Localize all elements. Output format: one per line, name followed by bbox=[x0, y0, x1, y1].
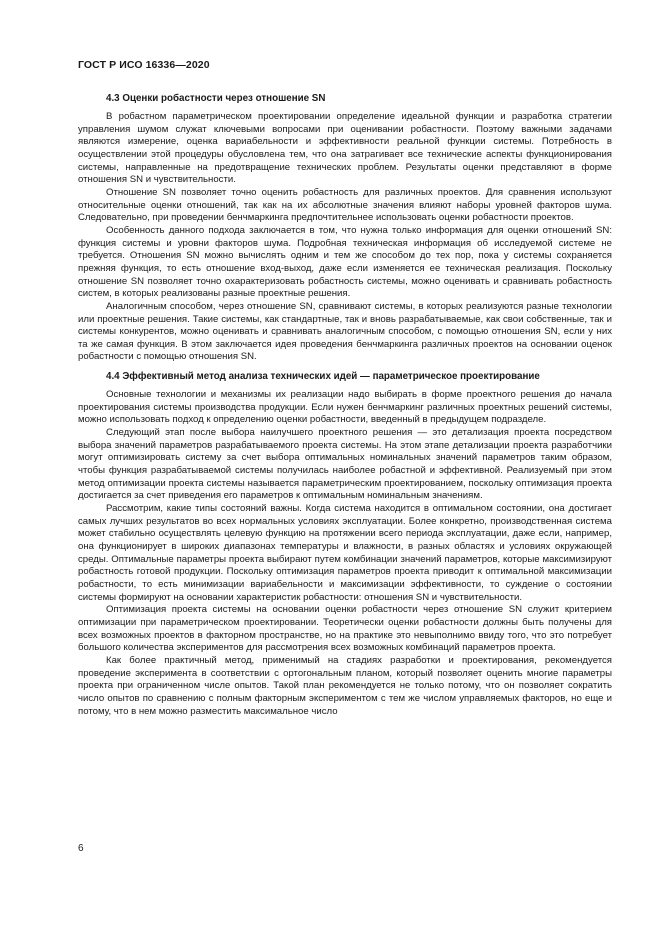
paragraph: Особенность данного подхода заключается в том, что нужна только информация для оценки отношений SN: функция системы и уровни факторов шума. Подробная техническая информация об исследуемой системе не требуется. Отношения SN можно вычислять одним и тем же способом до тех пор, пока у системы сохраняется прежняя функция, то есть отношение вход-выход, даже если изменяется ее техническая реализация. Поскольку отношение SN позволяет точно охарактеризовать робастность системы, можно оценивать и сравнивать робастность систем, в которых реализованы разные проектные решения. bbox=[78, 224, 612, 300]
standard-header: ГОСТ Р ИСО 16336—2020 bbox=[78, 59, 210, 71]
paragraph: Аналогичным способом, через отношение SN, сравнивают системы, в которых реализуются разные технологии или проектные решения. Такие системы, как стандартные, так и вновь разрабатываемые, как свои собственные, так и системы конкурентов, можно оценивать и сравнивать аналогичным способом, с помощью отношения SN, если у них та же самая функция. В этом заключается идея проведения бенчмаркинга различных проектов на основании оценок робастности с помощью отношения SN. bbox=[78, 300, 612, 363]
paragraph: Как более практичный метод, применимый на стадиях разработки и проектирования, рекомендуется проведение эксперимента в соответствии с ортогональным планом, который позволяет оценить многие параметры проекта при ограниченном числе опытов. Такой план рекомендуется не только потому, что он позволяет сократить число опытов по сравнению с полным факторным экспериментом с тем же числом управляемых факторов, но еще и потому, что в нем можно разместить максимальное число bbox=[78, 654, 612, 717]
section-4-3-title: 4.3 Оценки робастности через отношение SN bbox=[106, 93, 326, 104]
page-content bbox=[78, 92, 612, 718]
paragraph: Оптимизация проекта системы на основании оценки робастности через отношение SN служит критерием оптимизации при параметрическом проектировании. Теоретически оценки робастности должны быть получены для всех возможных проектов в факторном пространстве, но на практике это невыполнимо ввиду того, что это потребует большого количества экспериментов для рассмотрения всех возможных комбинаций параметров проекта. bbox=[78, 604, 612, 654]
section-4-4-title: 4.4 Эффективный метод анализа технических идей — параметрическое проектирование bbox=[106, 371, 540, 383]
paragraph: Отношение SN позволяет точно оценить робастность для различных проектов. Для сравнения используют относительные оценки отношений, так как на их абсолютные значения влияют наборы уровней факторов шума. Следовательно, при проведении бенчмаркинга предпочтительнее использовать оценки робастности проектов. bbox=[78, 186, 612, 224]
paragraph: Следующий этап после выбора наилучшего проектного решения — это детализация проекта посредством выбора значений параметров разрабатываемого проекта системы. На этом этапе детализации проекта разработчики могут оптимизировать систему за счет выбора оптимальных номинальных значений параметров таким образом, чтобы функция разрабатываемой системы получилась наиболее робастной и эффективной. Реализуемый при этом метод оптимизации проекта системы называется параметрическим проектированием, поскольку оптимизация проекта достигается за счет приведения его параметров к оптимальным номинальным значениям. bbox=[78, 427, 612, 502]
paragraph: Рассмотрим, какие типы состояний важны. Когда система находится в оптимальном состоянии, она достигает самых лучших результатов во всех нормальных условиях эксплуатации. Более конкретно, производственная система может стабильно осуществлять целевую функцию на протяжении всего периода эксплуатации, даже если, например, она функционирует в широких диапазонах температуры и влажности, в разных областях и условиях окружающей среды. Оптимальные параметры проекта выбирают путем комбинации значений параметров, которые максимизируют робастность готовой продукции. Поскольку оптимизация параметров проекта приводит к оптимальной максимизации робастности, то есть минимизации вариабельности и максимизации эффективности, то суждение о состоянии системы формируют на основании характеристик робастности: отношения SN и чувствительности. bbox=[78, 503, 612, 603]
page-number: 6 bbox=[78, 843, 84, 854]
paragraph: В робастном параметрическом проектировании определение идеальной функции и разработка стратегии управления шумом служат ключевыми вопросами при оценивании робастности. Поэтому важными задачами являются измерение, оценка вариабельности и эффективности реальной функции системы. Потребность в осуществлении этой процедуры обусловлена тем, что она затрагивает все технические аспекты функционирования системы, направленные на предотвращение технических проблем. Результаты оценки представляют в форме отношения SN и чувствительности. bbox=[78, 111, 612, 186]
paragraph: Основные технологии и механизмы их реализации надо выбирать в форме проектного решения до начала проектирования системы производства продукции. Если нужен бенчмаркинг различных проектных решений системы, можно использовать подход к определению оценки робастности, введенный в предыдущем подразделе. bbox=[78, 389, 612, 426]
